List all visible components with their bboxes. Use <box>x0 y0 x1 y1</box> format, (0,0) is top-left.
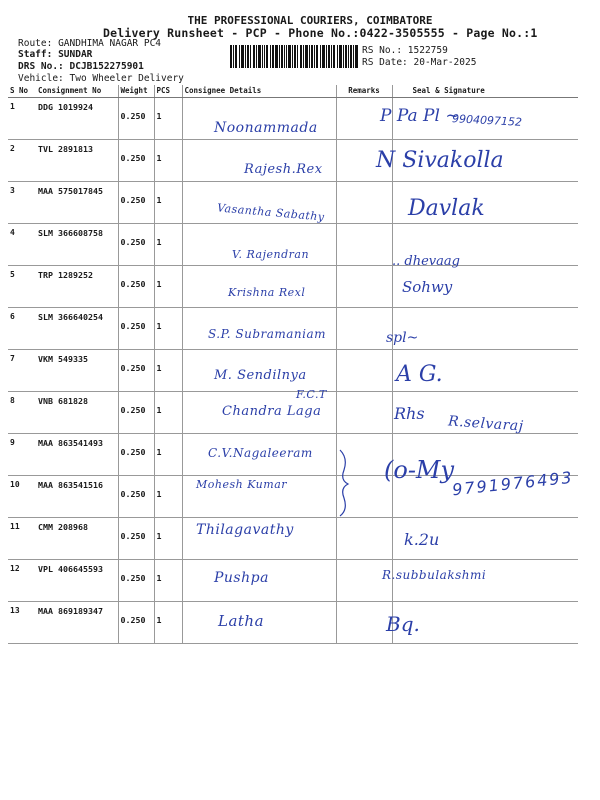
row-consignment-no: MAA 575017845 <box>36 182 118 224</box>
hw-consignee-4: V. Rajendran <box>232 248 310 261</box>
row-remarks <box>336 182 392 224</box>
row-sno: 2 <box>8 140 36 182</box>
row-pcs: 1 <box>154 392 182 434</box>
row-consignment-no: MAA 863541516 <box>36 476 118 518</box>
hw-consignee-8: Chandra Laga <box>222 404 322 419</box>
signature-13: Bq. <box>386 612 420 636</box>
row-pcs: 1 <box>154 140 182 182</box>
row-sno: 7 <box>8 350 36 392</box>
rs-date-line <box>362 57 476 68</box>
signature-1: P Pa Pl ~ <box>380 106 460 126</box>
hw-consignee-13: Latha <box>218 612 265 630</box>
rs-no-line <box>362 45 448 56</box>
row-sno: 11 <box>8 518 36 560</box>
row-consignment-no: VNB 681828 <box>36 392 118 434</box>
row-consignment-no: VKM 549335 <box>36 350 118 392</box>
hw-consignee-5: Krishna Rexl <box>228 286 306 299</box>
row-consignment-no: TVL 2891813 <box>36 140 118 182</box>
row-sno: 1 <box>8 98 36 140</box>
row-weight: 0.250 <box>118 350 154 392</box>
col-remarks: Remarks <box>336 85 392 98</box>
table-row <box>8 560 578 602</box>
route-value: GANDHIMA NAGAR PC4 <box>58 38 162 49</box>
staff-value: SUNDAR <box>58 49 93 60</box>
row-pcs: 1 <box>154 308 182 350</box>
signature-5: Sohwy <box>402 278 453 296</box>
rs-no-label: RS No.: <box>362 45 403 56</box>
row-remarks <box>336 350 392 392</box>
row-weight: 0.250 <box>118 98 154 140</box>
drs-label: DRS No.: <box>18 61 64 72</box>
row-consignment-no: CMM 208968 <box>36 518 118 560</box>
row-remarks <box>336 266 392 308</box>
row-sno: 5 <box>8 266 36 308</box>
col-consignment: Consignment No <box>36 85 118 98</box>
row-pcs: 1 <box>154 560 182 602</box>
hw-consignee-10: Mohesh Kumar <box>196 478 288 491</box>
rs-date-label: RS Date: <box>362 57 408 68</box>
signature-2: N Sivakolla <box>376 148 504 173</box>
row-weight: 0.250 <box>118 308 154 350</box>
row-consignment-no: TRP 1289252 <box>36 266 118 308</box>
signature-9: (o-My <box>384 456 455 484</box>
vehicle-value: Two Wheeler Delivery <box>69 73 184 84</box>
row-remarks <box>336 224 392 266</box>
row-sno: 8 <box>8 392 36 434</box>
hw-consignee-6: S.P. Subramaniam <box>208 327 327 341</box>
row-remarks <box>336 602 392 644</box>
row-seal-signature <box>392 308 578 350</box>
row-consignment-no: SLM 366640254 <box>36 308 118 350</box>
hw-phone-10: 9791976493 <box>451 467 575 500</box>
barcode-image <box>230 45 358 68</box>
row-sno: 10 <box>8 476 36 518</box>
signature-3: Davlak <box>408 196 485 221</box>
signature-8b: R.selvaraj <box>447 413 525 435</box>
hw-consignee-7: M. Sendilnya <box>214 368 307 383</box>
row-weight: 0.250 <box>118 560 154 602</box>
drs-value: DCJB152275901 <box>69 61 144 72</box>
vehicle-label: Vehicle: <box>18 73 64 84</box>
row-weight: 0.250 <box>118 266 154 308</box>
hw-consignee-12: Pushpa <box>214 570 269 586</box>
drs-line <box>18 61 144 72</box>
signature-7: A G. <box>396 362 443 387</box>
row-sno: 9 <box>8 434 36 476</box>
row-weight: 0.250 <box>118 224 154 266</box>
hw-consignee-9: C.V.Nagaleeram <box>208 446 313 460</box>
col-pcs: PCS <box>154 85 182 98</box>
staff-label: Staff: <box>18 49 53 60</box>
col-weight: Weight <box>118 85 154 98</box>
col-consignee: Consignee Details <box>182 85 336 98</box>
signature-8a: Rhs <box>394 404 425 423</box>
table-row <box>8 602 578 644</box>
row-sno: 3 <box>8 182 36 224</box>
row-weight: 0.250 <box>118 518 154 560</box>
row-pcs: 1 <box>154 350 182 392</box>
row-weight: 0.250 <box>118 434 154 476</box>
hw-consignee-3: Vasantha Sabathy <box>216 201 326 224</box>
vehicle-line <box>18 73 184 84</box>
table-header-row <box>8 85 578 98</box>
row-remarks <box>336 392 392 434</box>
row-pcs: 1 <box>154 434 182 476</box>
row-consignment-no: DDG 1019924 <box>36 98 118 140</box>
route-label: Route: <box>18 38 53 49</box>
company-title: THE PROFESSIONAL COURIERS, COIMBATORE <box>187 14 433 27</box>
hw-consignee-1: Noonammada <box>214 120 318 136</box>
hw-phone-1: 9904097152 <box>451 112 523 129</box>
row-pcs: 1 <box>154 266 182 308</box>
row-consignment-no: SLM 366608758 <box>36 224 118 266</box>
row-pcs: 1 <box>154 98 182 140</box>
row-pcs: 1 <box>154 602 182 644</box>
row-sno: 12 <box>8 560 36 602</box>
staff-line <box>18 49 92 60</box>
row-weight: 0.250 <box>118 602 154 644</box>
row-pcs: 1 <box>154 224 182 266</box>
row-weight: 0.250 <box>118 392 154 434</box>
signature-12: R.subbulakshmi <box>382 568 487 582</box>
row-consignment-no: VPL 406645593 <box>36 560 118 602</box>
runsheet-subtitle: Delivery Runsheet - PCP - Phone No.:0422-3505555 - Page No.:1 <box>103 26 538 40</box>
route-line <box>18 38 161 49</box>
row-pcs: 1 <box>154 518 182 560</box>
rs-no-value: 1522759 <box>407 45 448 56</box>
row-remarks <box>336 308 392 350</box>
row-pcs: 1 <box>154 476 182 518</box>
col-sno: S No <box>8 85 36 98</box>
signature-11: k.2u <box>404 530 440 549</box>
row-weight: 0.250 <box>118 476 154 518</box>
row-sno: 6 <box>8 308 36 350</box>
row-consignment-no: MAA 869189347 <box>36 602 118 644</box>
row-consignment-no: MAA 863541493 <box>36 434 118 476</box>
hw-fct-8: F.C.T <box>296 388 327 401</box>
row-weight: 0.250 <box>118 140 154 182</box>
hw-consignee-11: Thilagavathy <box>196 522 294 538</box>
rs-date-value: 20-Mar-2025 <box>413 57 477 68</box>
hw-consignee-2: Rajesh.Rex <box>244 162 323 177</box>
row-pcs: 1 <box>154 182 182 224</box>
col-seal: Seal & Signature <box>392 85 578 98</box>
brace-mark <box>338 448 352 518</box>
row-sno: 4 <box>8 224 36 266</box>
signature-6: spl~ <box>386 330 419 346</box>
row-remarks <box>336 518 392 560</box>
row-sno: 13 <box>8 602 36 644</box>
signature-4: .. dhevaag <box>392 254 460 269</box>
row-weight: 0.250 <box>118 182 154 224</box>
